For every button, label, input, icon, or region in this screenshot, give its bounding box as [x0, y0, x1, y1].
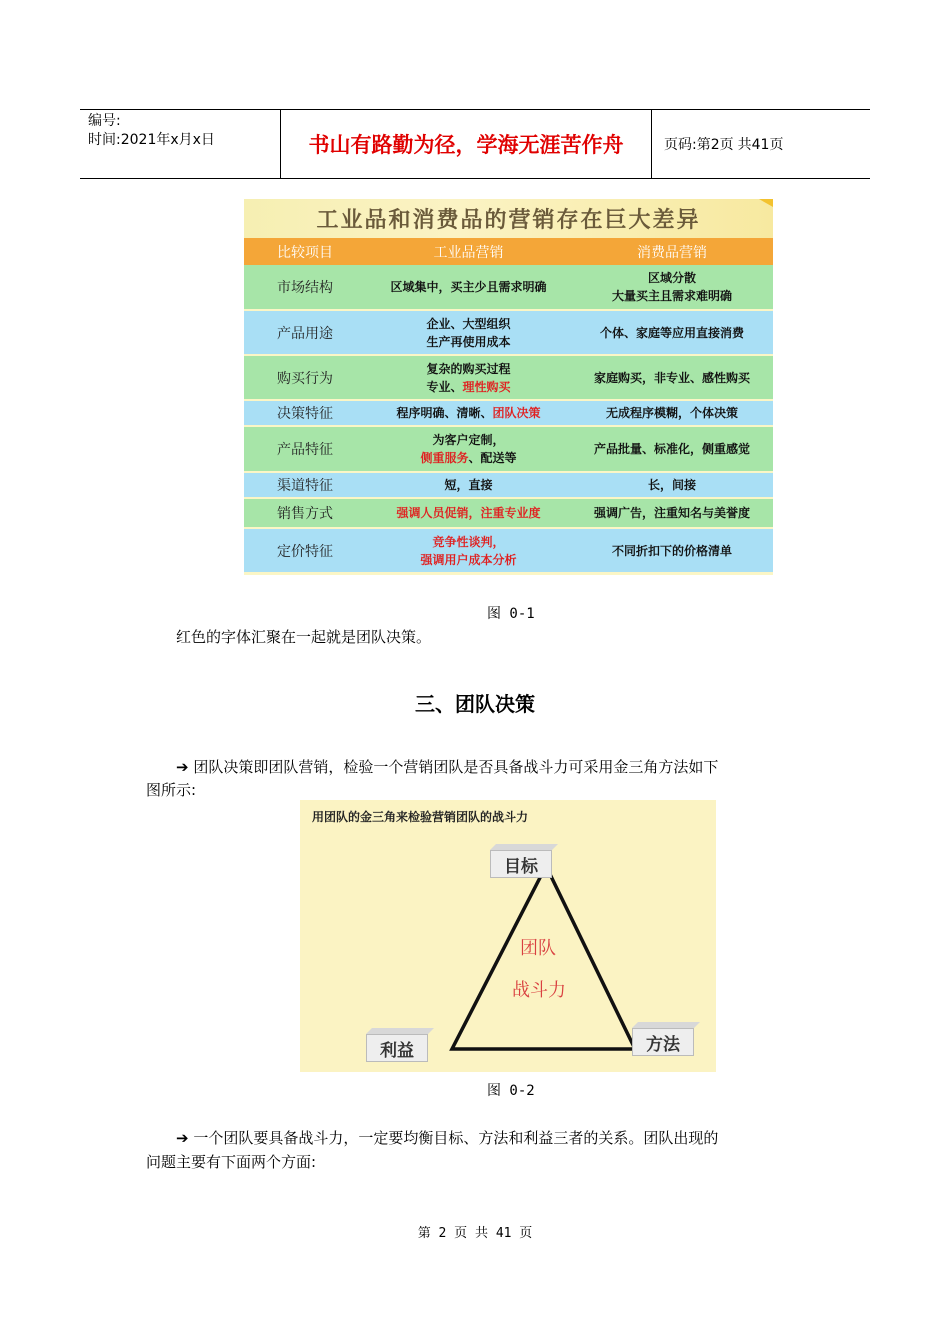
- golden-triangle-figure: [300, 800, 716, 1072]
- paragraph-2-line1: ➔ 团队决策即团队营销，检验一个营销团队是否具备战斗力可采用金三角方法如下: [176, 758, 719, 776]
- document-header: [80, 109, 870, 179]
- paragraph-3-line2: 问题主要有下面两个方面:: [146, 1153, 317, 1171]
- col-header-consumer: 消费品营销: [637, 244, 707, 261]
- col-header-industrial: 工业品营销: [433, 244, 504, 261]
- arrow-right-icon: ➔: [176, 1129, 189, 1147]
- paragraph-2-line2: 图所示:: [146, 781, 197, 799]
- page-footer: 第 2 页 共 41 页: [417, 1226, 533, 1241]
- header-number: 编号:: [88, 113, 121, 129]
- col-header-item: 比较项目: [277, 244, 333, 261]
- table-row: 产品用途 企业、大型组织 生产再使用成本 个体、家庭等应用直接消费: [244, 311, 773, 356]
- header-meta: [80, 110, 280, 178]
- table-header-row: [244, 238, 773, 265]
- table-row: 销售方式 强调人员促销，注重专业度 强调广告，注重知名与美誉度: [244, 499, 773, 529]
- paragraph-1: 红色的字体汇聚在一起就是团队决策。: [176, 628, 432, 646]
- figure-title: 工业品和消费品的营销存在巨大差异: [244, 199, 773, 238]
- figure1-caption: 图 0-1: [487, 606, 535, 622]
- section-title: 三、团队决策: [415, 692, 535, 716]
- header-time: 时间:2021年x月x日: [88, 132, 215, 148]
- figure2-caption: 图 0-2: [487, 1083, 535, 1099]
- box-benefit: 利益: [366, 1028, 436, 1062]
- table-row: 购买行为 复杂的购买过程 专业、理性购买 家庭购买，非专业、感性购买: [244, 356, 773, 401]
- arrow-right-icon: ➔: [176, 758, 189, 776]
- corner-decoration: [759, 199, 773, 207]
- triangle-center-line2: 战斗力: [512, 980, 566, 1001]
- table-row: 定价特征 竞争性谈判， 强调用户成本分析 不同折扣下的价格清单: [244, 529, 773, 574]
- table-row: 产品特征 为客户定制， 侧重服务、配送等 产品批量、标准化，侧重感觉: [244, 427, 773, 473]
- box-goal: 目标: [490, 844, 560, 878]
- header-page-info: 页码: 第2页 共41页: [664, 137, 784, 153]
- figure2-title: 用团队的金三角来检验营销团队的战斗力: [312, 810, 529, 824]
- triangle-center-line1: 团队: [520, 938, 556, 959]
- table-row: 市场结构 区域集中，买主少且需求明确 区域分散 大量买主且需求难明确: [244, 265, 773, 311]
- box-method: 方法: [632, 1022, 702, 1056]
- comparison-table-figure: [244, 199, 773, 575]
- table-row: 渠道特征 短，直接 长，间接: [244, 473, 773, 499]
- table-row: 决策特征 程序明确、清晰、团队决策 无成程序模糊，个体决策: [244, 401, 773, 427]
- header-motto: 书山有路勤为径，学海无涯苦作舟: [280, 110, 652, 178]
- paragraph-3-line1: ➔ 一个团队要具备战斗力，一定要均衡目标、方法和利益三者的关系。团队出现的: [176, 1129, 719, 1147]
